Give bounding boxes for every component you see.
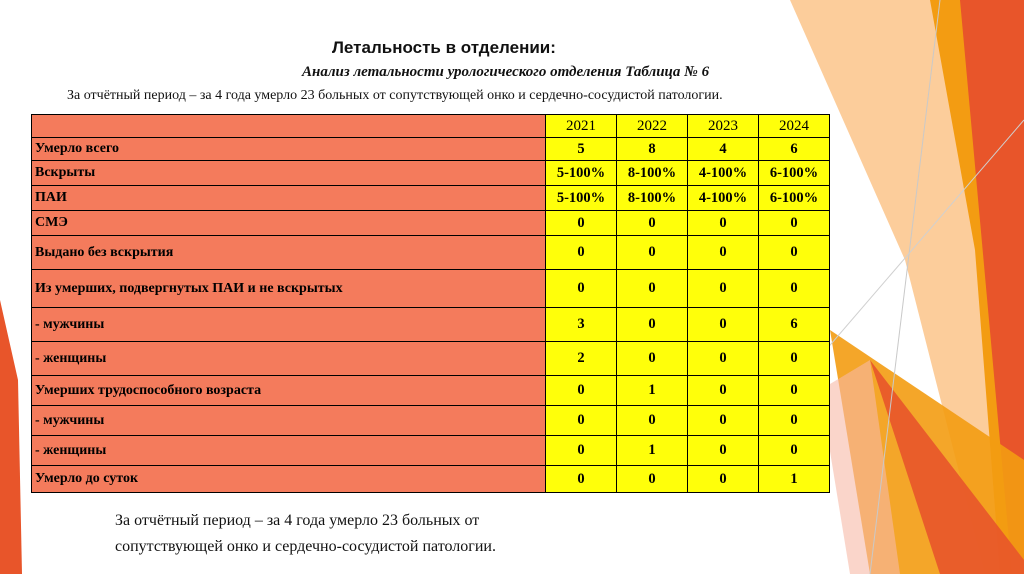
cell-value: 0 [617,270,688,308]
row-label: Умерло до суток [32,466,546,493]
footer-line: За отчётный период – за 4 года умерло 23 больных от [115,512,480,529]
cell-value: 8-100% [617,186,688,211]
cell-value: 8-100% [617,161,688,186]
cell-value: 0 [617,406,688,436]
row-label: Из умерших, подвергнутых ПАИ и не вскрытых [32,270,546,308]
row-label: - мужчины [32,406,546,436]
table-row [32,436,830,466]
cell-value: 8 [617,138,688,161]
table-row [32,161,830,186]
cell-value: 0 [759,236,830,270]
table-header-row [32,115,830,138]
year-2023-header: 2023 [688,115,759,138]
table-row [32,186,830,211]
cell-value: 0 [617,342,688,376]
footer-summary [115,508,635,560]
row-label: - женщины [32,436,546,466]
table-row [32,466,830,493]
cell-value: 6 [759,138,830,161]
cell-value: 0 [759,342,830,376]
cell-value: 0 [759,270,830,308]
cell-value: 6-100% [759,186,830,211]
cell-value: 0 [617,308,688,342]
table-row [32,211,830,236]
cell-value: 0 [688,466,759,493]
cell-value: 0 [688,236,759,270]
table-row [32,236,830,270]
table-row [32,308,830,342]
cell-value: 5-100% [546,161,617,186]
cell-value: 0 [759,376,830,406]
row-label: - мужчины [32,308,546,342]
cell-value: 0 [759,406,830,436]
row-label: Умерло всего [32,138,546,161]
cell-value: 0 [759,436,830,466]
footer-line: сопутствующей онко и сердечно-сосудистой патологии. [115,538,496,555]
cell-value: 0 [688,211,759,236]
cell-value: 0 [546,406,617,436]
cell-value: 0 [617,236,688,270]
row-label: ПАИ [32,186,546,211]
row-label: Умерших трудоспособного возраста [32,376,546,406]
cell-value: 6 [759,308,830,342]
cell-value: 3 [546,308,617,342]
cell-value: 1 [617,376,688,406]
table-row [32,138,830,161]
table-subtitle: Анализ летальности урологического отделения Таблица № 6 [302,64,710,80]
cell-value: 5-100% [546,186,617,211]
cell-value: 0 [546,211,617,236]
cell-value: 0 [617,466,688,493]
period-summary: За отчётный период – за 4 года умерло 23 больных от сопутствующей онко и сердечно-сосудистой патологии. [67,88,723,103]
cell-value: 0 [688,270,759,308]
cell-value: 0 [546,466,617,493]
cell-value: 4-100% [688,161,759,186]
header-label-cell [32,115,546,138]
table-row [32,270,830,308]
cell-value: 0 [688,342,759,376]
table-row [32,406,830,436]
cell-value: 5 [546,138,617,161]
cell-value: 0 [546,376,617,406]
cell-value: 1 [617,436,688,466]
left-edge-stripe [0,300,22,574]
cell-value: 1 [759,466,830,493]
year-2021-header: 2021 [546,115,617,138]
cell-value: 0 [759,211,830,236]
cell-value: 2 [546,342,617,376]
table-row [32,342,830,376]
row-label: Вскрыты [32,161,546,186]
cell-value: 0 [546,236,617,270]
row-label: СМЭ [32,211,546,236]
cell-value: 0 [688,376,759,406]
table-row [32,376,830,406]
cell-value: 0 [688,406,759,436]
row-label: - женщины [32,342,546,376]
year-2022-header: 2022 [617,115,688,138]
cell-value: 0 [688,308,759,342]
cell-value: 0 [617,211,688,236]
cell-value: 4 [688,138,759,161]
cell-value: 0 [688,436,759,466]
cell-value: 0 [546,270,617,308]
row-label: Выдано без вскрытия [32,236,546,270]
year-2024-header: 2024 [759,115,830,138]
cell-value: 6-100% [759,161,830,186]
slide-title: Летальность в отделении: [332,38,556,57]
cell-value: 4-100% [688,186,759,211]
lethality-table [31,114,830,493]
cell-value: 0 [546,436,617,466]
